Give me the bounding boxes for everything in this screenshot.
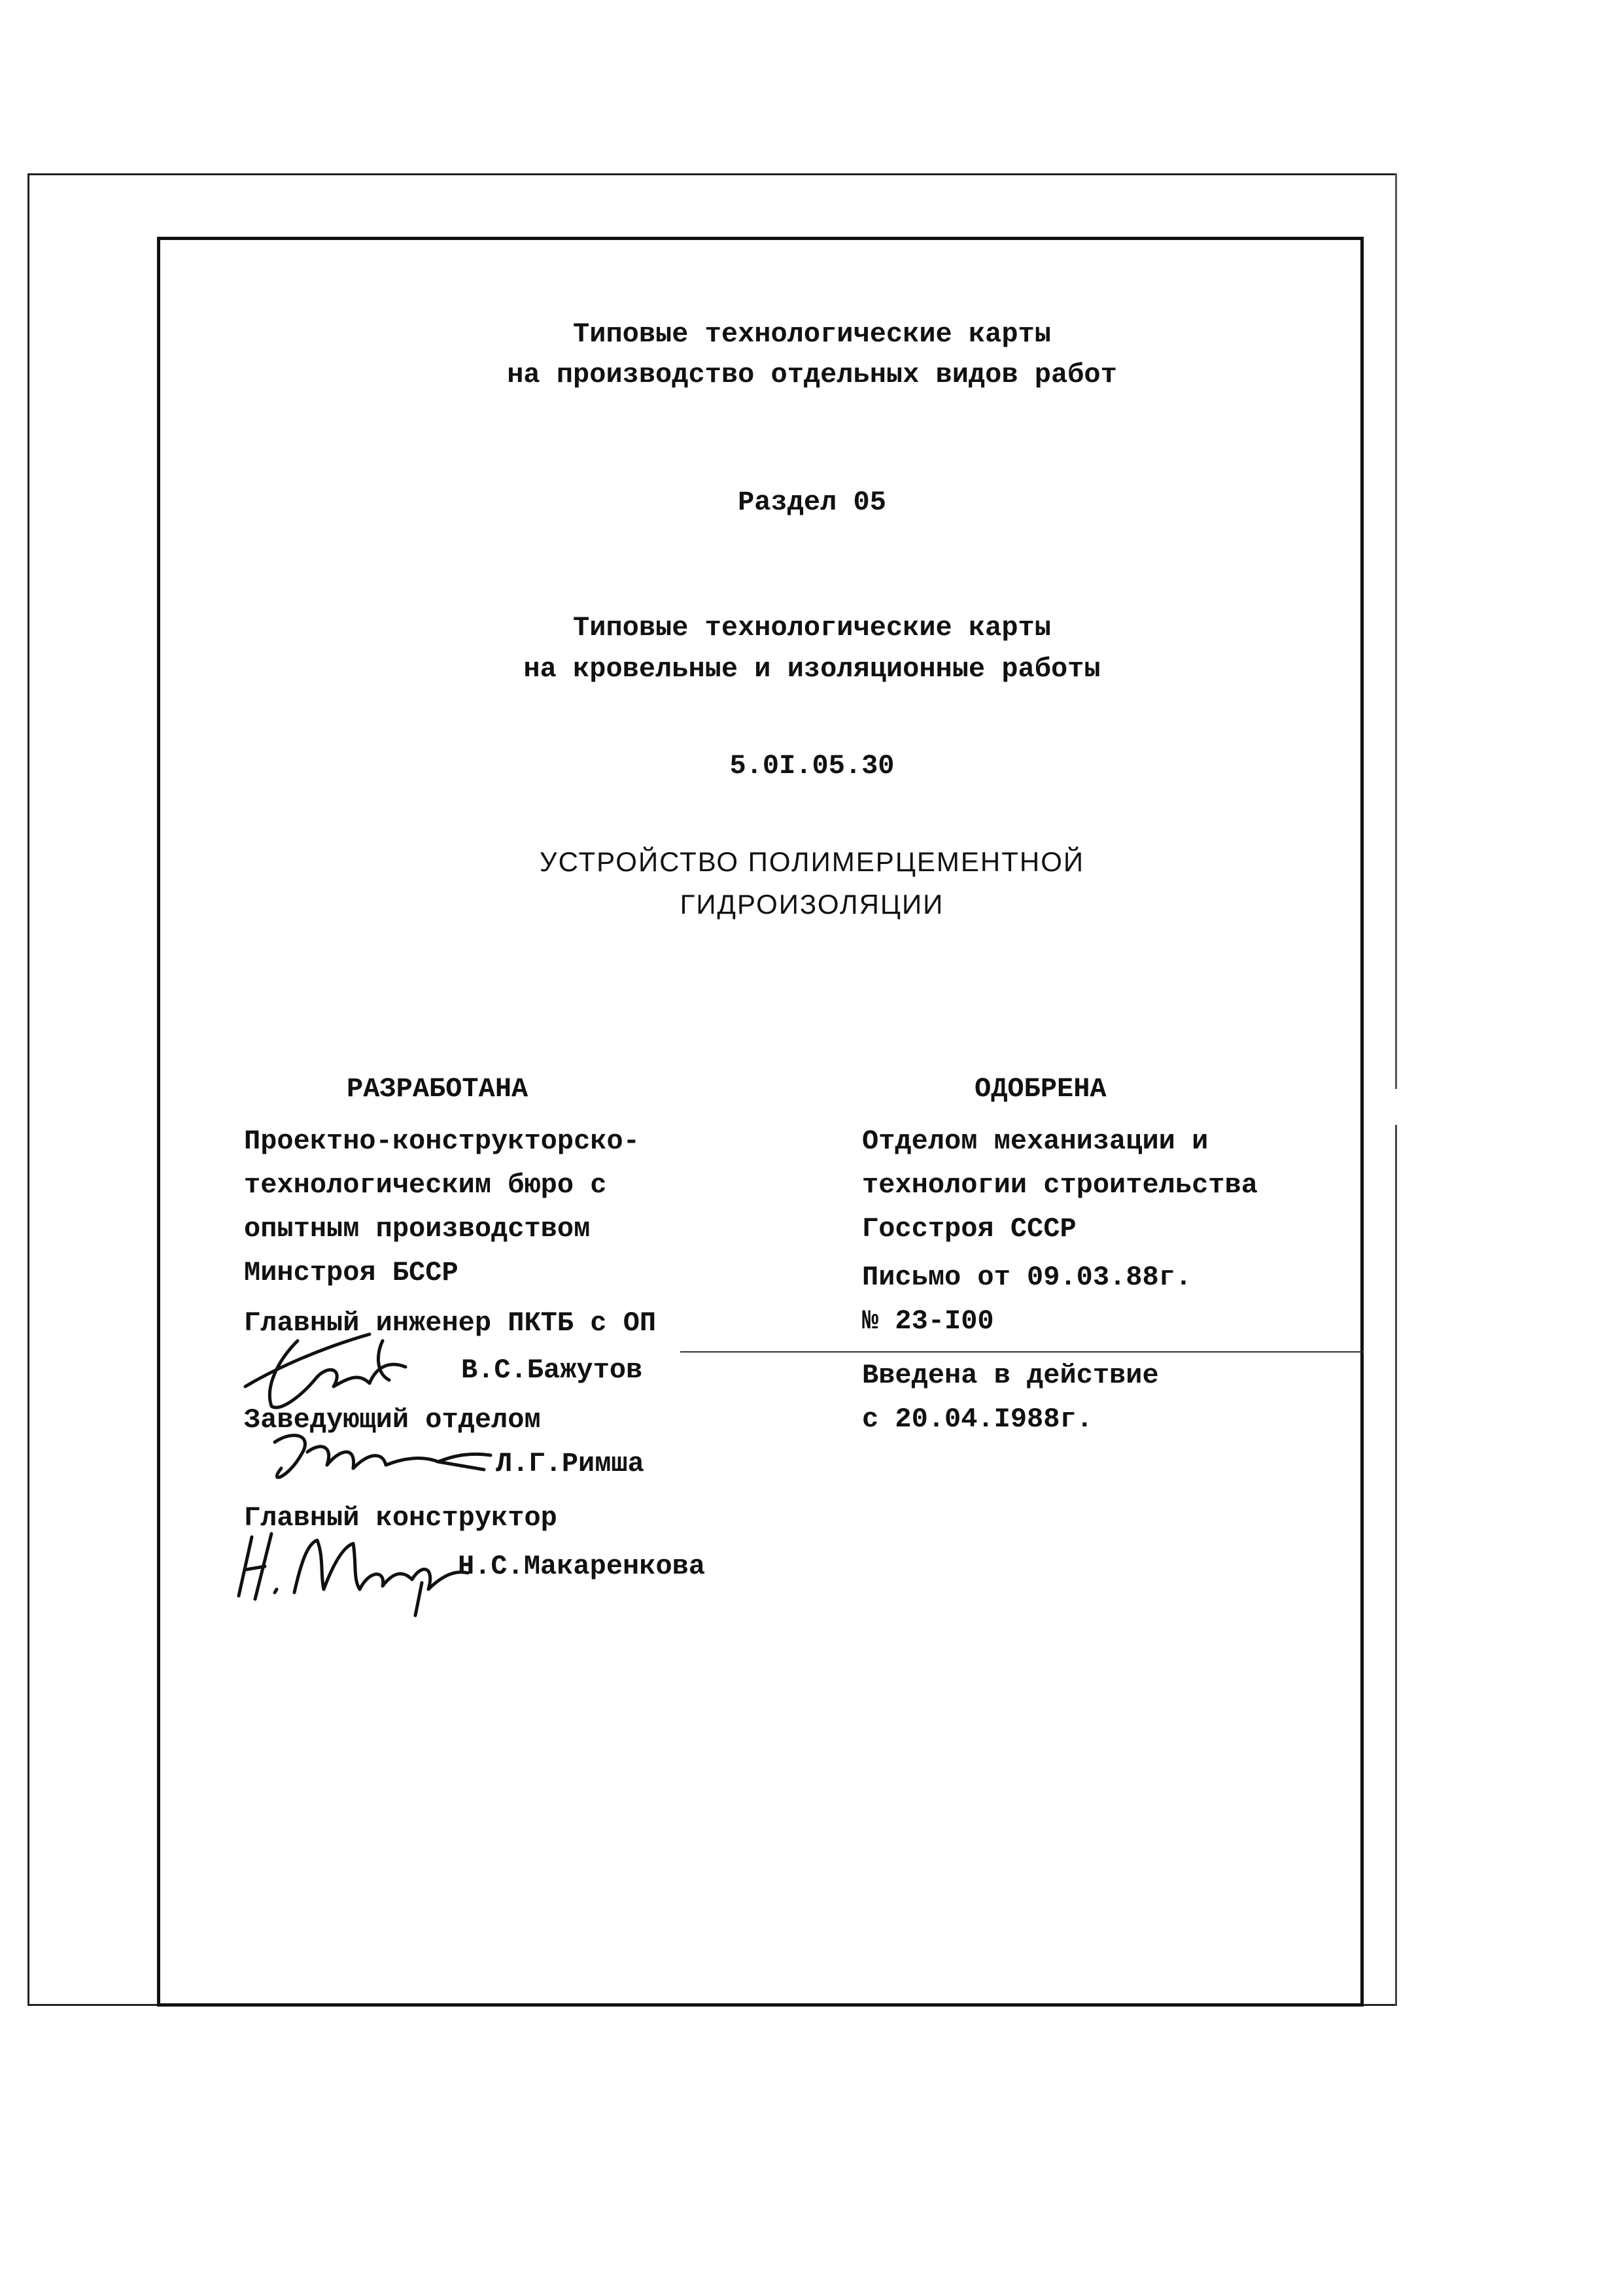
developed-heading: РАЗРАБОТАНА: [347, 1073, 528, 1105]
developed-org-line: технологическим бюро с: [244, 1169, 607, 1201]
document-code: 5.0I.05.30: [729, 750, 895, 782]
effective-date: [862, 1354, 1159, 1441]
approval-letter-line: Письмо от 09.03.88г.: [862, 1262, 1192, 1293]
signature-bazhutov: [219, 1315, 481, 1426]
signatory-name: Н.С.Макаренкова: [458, 1551, 706, 1582]
signatory-position: Главный конструктор: [244, 1502, 557, 1534]
effective-date-line: Введена в действие: [862, 1360, 1159, 1391]
developed-org-line: опытным производством: [244, 1213, 591, 1245]
signatory-position: Главный инженер ПКТБ с ОП: [244, 1307, 657, 1339]
signature-makarenkova: [226, 1517, 487, 1622]
subheader-line-1: Типовые технологические карты: [573, 612, 1051, 644]
approved-org-line: Госстроя СССР: [862, 1213, 1077, 1245]
header-line-1: Типовые технологические карты: [573, 319, 1051, 350]
developed-org: [244, 1120, 640, 1295]
approval-letter: [862, 1256, 1192, 1343]
approved-org-line: технологии строительства: [862, 1169, 1258, 1201]
approved-heading: ОДОБРЕНА: [975, 1073, 1107, 1105]
signatory-name: Л.Г.Римша: [496, 1448, 644, 1479]
developed-org-line: Проектно-конструкторско-: [244, 1126, 640, 1157]
approved-org-line: Отделом механизации и: [862, 1126, 1209, 1157]
developed-org-line: Минстроя БССР: [244, 1257, 458, 1288]
outer-border-right-segment: [1395, 1125, 1397, 2006]
approved-org: [862, 1120, 1258, 1251]
divider-line: [680, 1351, 1364, 1353]
signatory-name: В.С.Бажутов: [461, 1355, 643, 1386]
subheader-line-2: на кровельные и изоляционные работы: [523, 653, 1101, 685]
effective-date-line: с 20.04.I988г.: [862, 1404, 1093, 1435]
approval-letter-line: № 23-I00: [862, 1305, 994, 1337]
section-label: Раздел 05: [738, 487, 886, 518]
signatory-position: Заведующий отделом: [244, 1404, 541, 1436]
signature-rimsha: [242, 1416, 504, 1501]
document-title-line-2: ГИДРОИЗОЛЯЦИИ: [680, 889, 944, 920]
header-line-2: на производство отдельных видов работ: [507, 359, 1117, 390]
document-title-line-1: УСТРОЙСТВО ПОЛИМЕРЦЕМЕНТНОЙ: [539, 846, 1085, 877]
